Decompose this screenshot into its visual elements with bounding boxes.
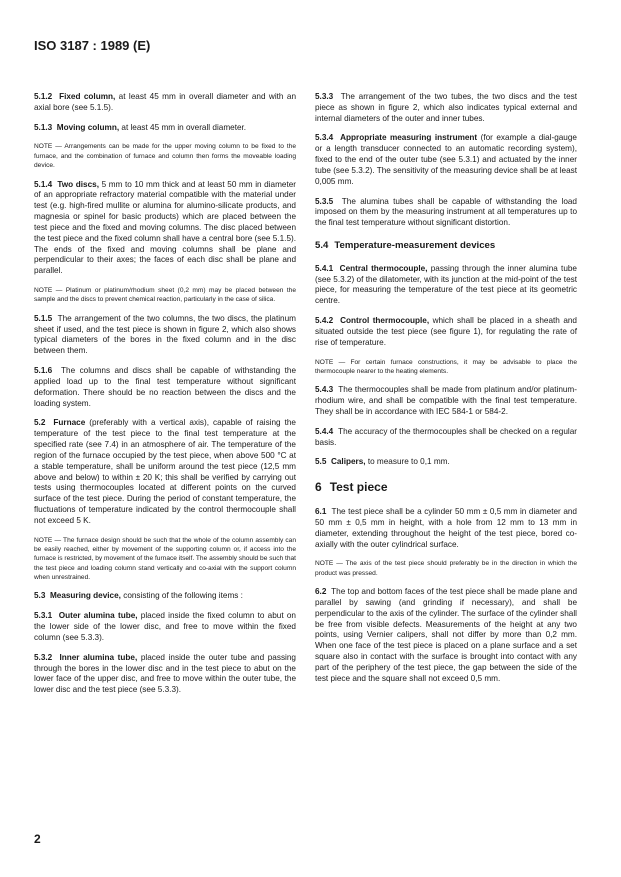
clause-title: Central thermocouple,: [339, 263, 428, 273]
clause-5-3-2: [34, 653, 296, 696]
clause-5-3-1: [34, 611, 296, 643]
clause-text: (preferably with a vertical axis), capable of raising the temperature of the test piece to the final test temperature at the specified rate (see 7.4) in an atmosphere of air. The temperature of the region of the furnace occupied by the test piece, when above 500 °C at a stable temperature, shall be uniform around the test piece (12,5 mm above and below) to within ± 20 K; this shall be verified by carrying out tests using thermocouples located at different points on the curved surface of the test piece. During the period of constant temperature, the fluctuations of temperature indicated by the control thermocouple shall not exceed 5 K.: [34, 418, 296, 525]
clause-number: 5.1.4: [34, 179, 53, 189]
clause-5-3-4: [315, 133, 577, 187]
clause-5-5: [315, 457, 577, 468]
clause-text: (for example a dial-gauge or a length transducer connected to an automatic recording system), fixed to the end of the outer tube (see 5.3.1) and actuated by the inner tube (see 5.3.2). The sensitivity of the measuring device shall be at least 0,005 mm.: [315, 133, 577, 186]
right-column: [315, 92, 577, 694]
clause-text: The arrangement of the two columns, the two discs, the platinum sheet if used, and the test piece is shown in figure 2, which also shows typical diameters of the bores in the fixed column and in the disc between them.: [34, 313, 296, 356]
clause-text: at least 45 mm in overall diameter and with an axial bore (see 5.1.5).: [34, 92, 296, 112]
clause-number: 5.1.6: [34, 366, 53, 376]
clause-number: 5.4.2: [315, 316, 334, 326]
clause-text: The alumina tubes shall be capable of withstanding the load imposed on them by the measuring instrument at all temperatures up to the final test temperature without significant distortion.: [315, 196, 577, 228]
clause-text: at least 45 mm in overall diameter.: [119, 122, 247, 132]
clause-title: Control thermocouple,: [340, 316, 430, 326]
page-number: 2: [34, 832, 41, 846]
clause-text: The test piece shall be a cylinder 50 mm ± 0,5 mm in diameter and 50 mm ± 0,5 mm in height, with a hole from 12 mm to 13 mm in diameter, extending throughout the height of the test piece, bored co-axially with the outer cylindrical surface.: [315, 507, 577, 549]
clause-text: 5 mm to 10 mm thick and at least 50 mm in diameter of an appropriate refractory material compatible with the material under test (e.g. high-fired mullite or alumina for alumino-silicate products, and magnesia or spinel for basic products) which are placed between the test piece and the fixed and moving columns. The disc placed between the test piece and the fixed column shall have a central bore (see 5.1.5). The ends of the fixed and moving columns shall be plane and perpendicular to their axes; the faces of each disc shall be plane and parallel.: [34, 179, 297, 276]
note-furnace-design: NOTE — The furnace design should be such that the whole of the column assembly can be easily reached, either by movement of the supporting column or, if access into the furnace is restricted, by movement of the furnace itself. The assembly should be such that the test piece and loading column stand vertically and co-axial with the support column when unrestrained.: [34, 536, 296, 582]
section-number: 5.4: [315, 240, 329, 252]
clause-number: 5.4.1: [315, 263, 334, 273]
clause-5-3: [34, 591, 296, 602]
clause-text: The arrangement of the two tubes, the two discs and the test piece as shown in figure 2, which also indicates typical external and internal diameters of the outer and inner tubes.: [315, 92, 577, 123]
section-heading-6: [315, 480, 577, 496]
note-thermocouple: NOTE — For certain furnace constructions, it may be advisable to place the thermocouple nearer to the heating elements.: [315, 358, 577, 375]
clause-text: The columns and discs shall be capable of withstanding the applied load up to the final test temperature without significant deformation. There should be no reaction between the discs and the loading system.: [34, 366, 296, 408]
clause-number: 5.3: [34, 591, 46, 601]
clause-5-4-3: [315, 385, 577, 417]
clause-number: 5.3.3: [315, 92, 334, 101]
clause-text: placed inside the fixed column to abut on the lower side of the lower disc, and free to move within the fixed column (see 5.3.3).: [34, 611, 296, 642]
clause-text: consisting of the following items :: [120, 591, 243, 601]
clause-5-4-1: [315, 264, 577, 307]
clause-text: The accuracy of the thermocouples shall be checked on a regular basis.: [315, 426, 577, 447]
clause-title: Furnace: [53, 418, 86, 428]
section-title: Temperature-measurement devices: [334, 240, 496, 252]
clause-number: 5.4.3: [315, 385, 334, 395]
clause-title: Measuring device,: [49, 591, 121, 601]
clause-5-4-4: [315, 427, 577, 449]
document-header: ISO 3187 : 1989 (E): [34, 38, 151, 53]
left-column: [34, 92, 296, 705]
section-heading-5-4: [315, 240, 577, 253]
clause-number: 6.1: [315, 507, 327, 517]
clause-number: 5.1.5: [34, 313, 53, 323]
clause-title: Appropriate measuring instrument: [340, 133, 478, 143]
clause-title: Moving column,: [56, 122, 120, 132]
section-number: 6: [315, 480, 322, 495]
clause-5-3-3: [315, 92, 577, 124]
clause-title: Calipers,: [330, 457, 366, 467]
clause-title: Outer alumina tube,: [58, 611, 138, 621]
clause-number: 5.3.5: [315, 196, 334, 206]
clause-5-1-2: [34, 92, 296, 114]
clause-5-1-5: [34, 314, 296, 357]
clause-number: 5.5: [315, 457, 327, 467]
note-moving-column: NOTE — Arrangements can be made for the upper moving column to be fixed to the furnace, and the combination of furnace and column then forms the moveable loading device.: [34, 143, 296, 170]
clause-5-1-6: [34, 366, 296, 409]
clause-number: 5.4.4: [315, 426, 334, 436]
clause-text: The thermocouples shall be made from platinum and/or platinum-rhodium wire, and shall be compatible with the final test temperature. They shall be in accordance with IEC 584-1 or 584-2.: [315, 385, 577, 416]
note-platinum-sheet: NOTE — Platinum or platinum/rhodium sheet (0,2 mm) may be placed between the sample and the discs to prevent chemical reaction, particularly in the case of silica.: [34, 287, 296, 304]
clause-5-1-3: [34, 123, 296, 134]
clause-title: Two discs,: [57, 179, 99, 189]
clause-number: 6.2: [315, 587, 327, 597]
section-title: Test piece: [329, 480, 388, 495]
clause-5-3-5: [315, 197, 577, 229]
clause-number: 5.3.4: [315, 133, 334, 143]
clause-text: to measure to 0,1 mm.: [365, 457, 450, 467]
note-test-piece-axis: NOTE — The axis of the test piece should preferably be in the direction in which the product was pressed.: [315, 560, 577, 577]
clause-number: 5.3.2: [34, 652, 53, 662]
clause-text: which shall be placed in a sheath and situated outside the test piece (see figure 1), for regulating the rate of rise of temperature.: [315, 316, 577, 347]
clause-number: 5.1.3: [34, 122, 53, 132]
clause-text: placed inside the outer tube and passing through the bores in the lower disc and in the test piece to abut on the lower face of the upper disc, and free to move within the outer tube, the lower disc and the test piece (see 5.3.3).: [34, 652, 296, 695]
clause-number: 5.3.1: [34, 611, 53, 621]
clause-text: The top and bottom faces of the test piece shall be made plane and parallel by sawing (and grinding if necessary), and shall be perpendicular to the axis of the cylinder. The surface of the cylinder shall be free from visible defects. Measurements of the height at any two points, using Vernier calipers, shall not differ by more than 0,2 mm. When one face of the test piece is placed on a plane surface and a set square also in contact with the surface is brought into contact with any part of the periphery of the test piece, the gap between the side of the test piece and the square shall not exceed 0,5 mm.: [315, 587, 578, 683]
clause-text: passing through the inner alumina tube (see 5.3.2) of the dilatometer, with its junction at the mid-point of the test piece, for measuring the temperature of the test piece at its geometric centre.: [315, 263, 577, 306]
clause-title: Inner alumina tube,: [59, 652, 138, 662]
clause-5-4-2: [315, 316, 577, 348]
clause-5-2: [34, 418, 296, 526]
clause-title: Fixed column,: [59, 92, 116, 101]
clause-6-2: [315, 587, 577, 684]
clause-6-1: [315, 507, 577, 550]
clause-number: 5.2: [34, 418, 46, 428]
clause-number: 5.1.2: [34, 92, 53, 101]
clause-5-1-4: [34, 180, 296, 277]
